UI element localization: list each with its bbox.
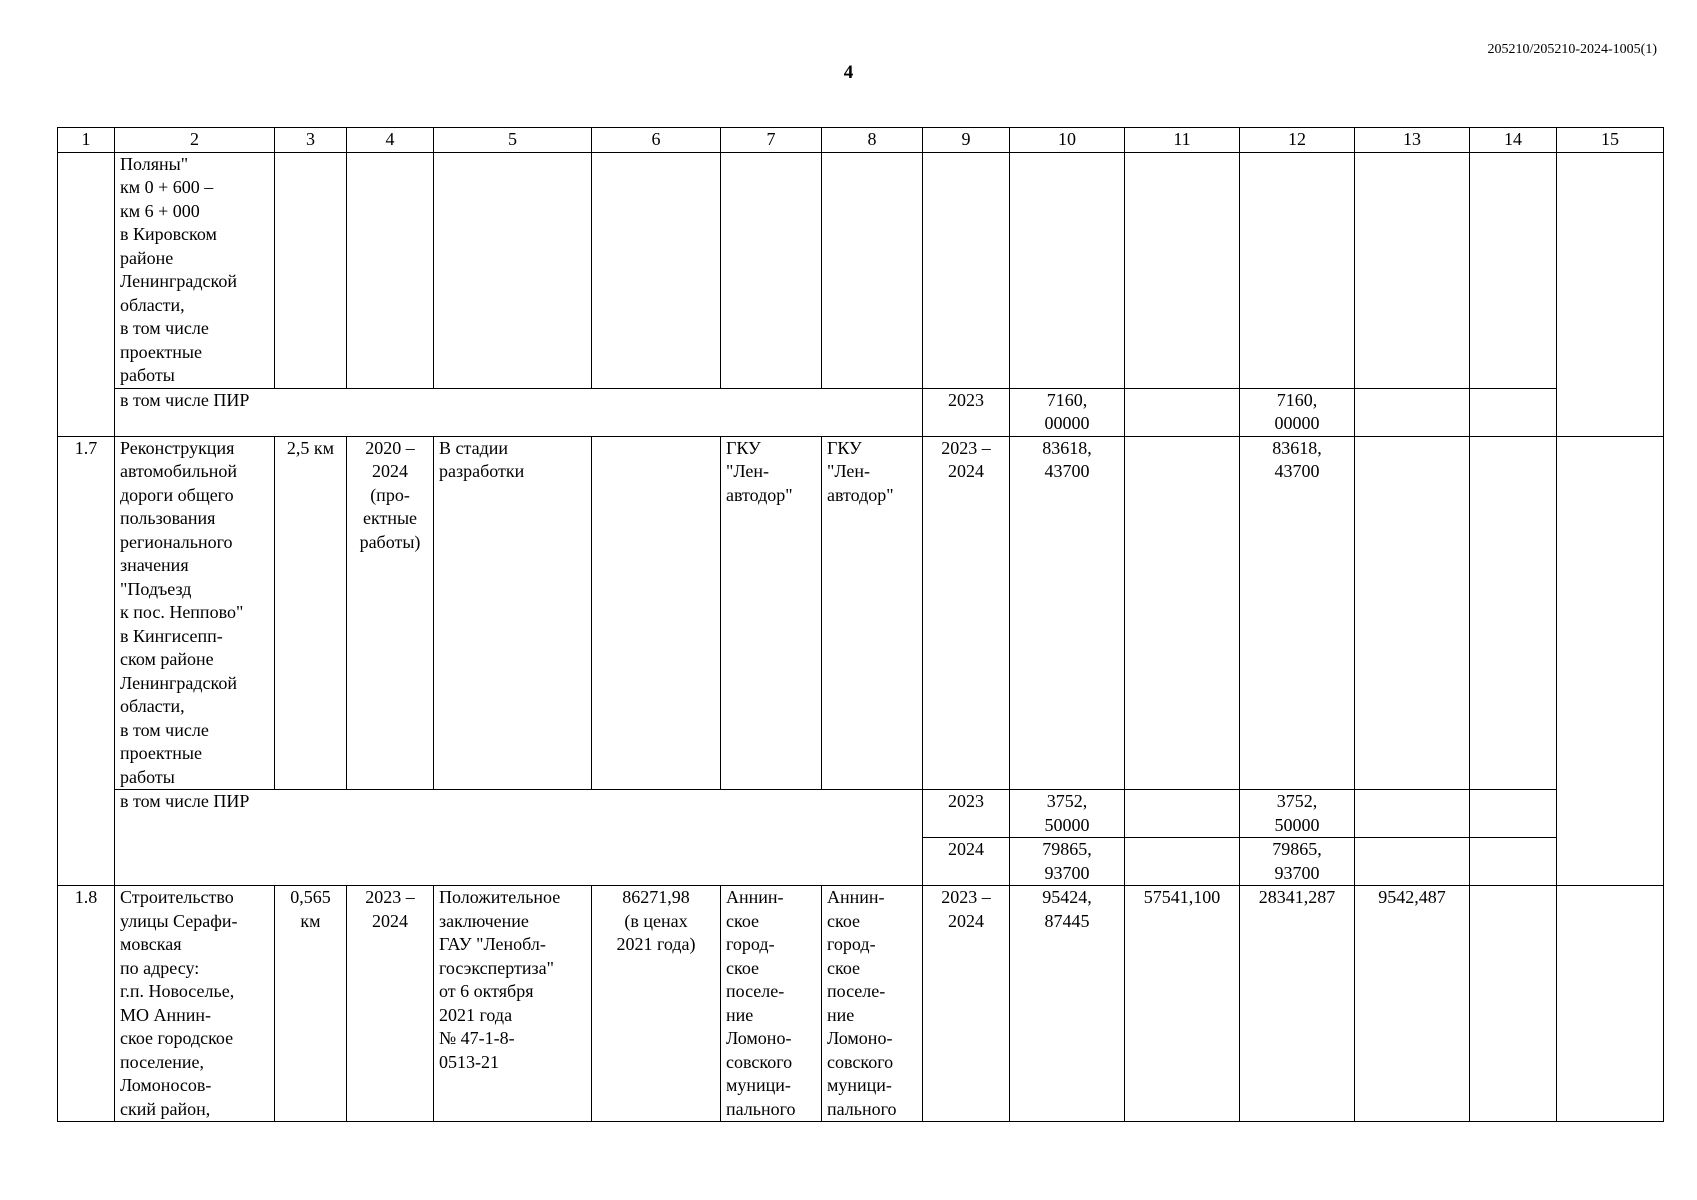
customer-cell: ГКУ "Лен- автодор" xyxy=(721,436,822,790)
table-cell xyxy=(592,152,721,388)
contractor-cell: Аннин- ское город- ское поселе- ние Ломоно- совского муници- пального xyxy=(822,886,923,1122)
header-cell: 7 xyxy=(721,128,822,153)
page-number: 4 xyxy=(843,62,854,83)
cost-cell: 86271,98 (в ценах 2021 года) xyxy=(592,886,721,1122)
value-cell: 83618, 43700 xyxy=(1240,436,1355,790)
header-cell: 1 xyxy=(58,128,115,153)
table-cell xyxy=(275,152,347,388)
length-cell: 0,565 км xyxy=(275,886,347,1122)
table-cell xyxy=(1125,790,1240,838)
header-cell: 10 xyxy=(1010,128,1125,153)
status-cell: Положительное заключение ГАУ "Ленобл- госэкспертиза" от 6 октября 2021 года № 47-1-8- 0513-21 xyxy=(434,886,592,1122)
value-cell: 79865, 93700 xyxy=(1240,838,1355,886)
table-cell xyxy=(1125,388,1240,436)
year-cell: 2024 xyxy=(923,838,1010,886)
header-cell: 15 xyxy=(1557,128,1664,153)
length-cell: 2,5 км xyxy=(275,436,347,790)
table-cell xyxy=(1240,152,1355,388)
value-cell xyxy=(1470,886,1557,1122)
customer-cell: Аннин- ское город- ское поселе- ние Ломоно- совского муници- пального xyxy=(721,886,822,1122)
table-cell xyxy=(822,152,923,388)
object-name-cell: Поляны" км 0 + 600 – км 6 + 000 в Кировском районе Ленинградской области, в том числе проектные работы xyxy=(115,152,275,388)
value-cell: 3752, 50000 xyxy=(1010,790,1125,838)
header-cell: 2 xyxy=(115,128,275,153)
cost-cell xyxy=(592,436,721,790)
table-cell xyxy=(1125,838,1240,886)
value-cell xyxy=(1470,436,1557,790)
value-cell: 95424, 87445 xyxy=(1010,886,1125,1122)
header-cell: 6 xyxy=(592,128,721,153)
header-cell: 4 xyxy=(347,128,434,153)
period-cell: 2020 – 2024 (про- ектные работы) xyxy=(347,436,434,790)
table-cell xyxy=(1355,152,1470,388)
table-row xyxy=(58,152,1664,388)
table-cell xyxy=(923,152,1010,388)
value-cell: 28341,287 xyxy=(1240,886,1355,1122)
value-cell: 79865, 93700 xyxy=(1010,838,1125,886)
value-cell: 83618, 43700 xyxy=(1010,436,1125,790)
table-cell xyxy=(1470,152,1557,388)
row-number-cell: 1.8 xyxy=(58,886,115,1122)
table-cell xyxy=(1557,886,1664,1122)
table-cell xyxy=(1010,152,1125,388)
year-cell: 2023 – 2024 xyxy=(923,886,1010,1122)
value-cell: 7160, 00000 xyxy=(1010,388,1125,436)
year-cell: 2023 – 2024 xyxy=(923,436,1010,790)
pir-label-cell: в том числе ПИР xyxy=(115,388,923,436)
value-cell: 3752, 50000 xyxy=(1240,790,1355,838)
table-row xyxy=(58,388,1664,436)
table-row xyxy=(58,790,1664,838)
value-cell: 57541,100 xyxy=(1125,886,1240,1122)
table-cell xyxy=(1125,152,1240,388)
header-cell: 9 xyxy=(923,128,1010,153)
header-cell: 12 xyxy=(1240,128,1355,153)
object-name-cell: Реконструкция автомобильной дороги общего пользования регионального значения "Подъезд к пос. Неппово" в Кингисепп- ском районе Ленинградской области, в том числе проектные работы xyxy=(115,436,275,790)
table-cell xyxy=(1557,152,1664,436)
year-cell: 2023 xyxy=(923,388,1010,436)
value-cell: 7160, 00000 xyxy=(1240,388,1355,436)
status-cell: В стадии разработки xyxy=(434,436,592,790)
table-cell xyxy=(1355,838,1470,886)
table-cell xyxy=(1470,388,1557,436)
year-cell: 2023 xyxy=(923,790,1010,838)
header-cell: 13 xyxy=(1355,128,1470,153)
value-cell xyxy=(1125,436,1240,790)
table-cell xyxy=(347,152,434,388)
data-table xyxy=(57,127,1664,1122)
header-cell: 8 xyxy=(822,128,923,153)
document-id: 205210/205210-2024-1005(1) xyxy=(1487,42,1657,57)
table-row xyxy=(58,886,1664,1122)
table-cell xyxy=(1470,790,1557,838)
value-cell xyxy=(1355,436,1470,790)
row-number-cell: 1.7 xyxy=(58,436,115,886)
row-number-cell xyxy=(58,152,115,436)
table-row xyxy=(58,436,1664,790)
contractor-cell: ГКУ "Лен- автодор" xyxy=(822,436,923,790)
table-cell xyxy=(434,152,592,388)
table-cell xyxy=(1557,436,1664,886)
period-cell: 2023 – 2024 xyxy=(347,886,434,1122)
pir-label-cell: в том числе ПИР xyxy=(115,790,923,886)
header-cell: 11 xyxy=(1125,128,1240,153)
table-cell xyxy=(721,152,822,388)
table-cell xyxy=(1355,790,1470,838)
header-cell: 3 xyxy=(275,128,347,153)
value-cell: 9542,487 xyxy=(1355,886,1470,1122)
header-cell: 14 xyxy=(1470,128,1557,153)
table-cell xyxy=(1470,838,1557,886)
object-name-cell: Строительство улицы Серафи- мовская по адресу: г.п. Новоселье, МО Аннин- ское городское поселение, Ломоносов- ский район, xyxy=(115,886,275,1122)
header-cell: 5 xyxy=(434,128,592,153)
header-row xyxy=(58,128,1664,153)
table-cell xyxy=(1355,388,1470,436)
